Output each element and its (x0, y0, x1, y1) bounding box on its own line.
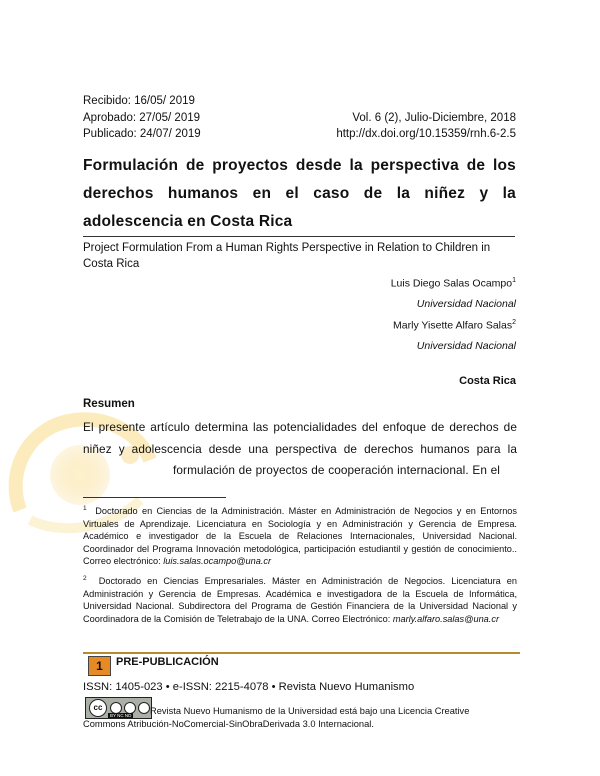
footnote-divider (83, 497, 226, 498)
cc-license-badge[interactable] (85, 697, 152, 719)
page-number: 1 (88, 656, 111, 676)
title-divider (83, 236, 515, 237)
license-line-2: Commons Atribución-NoComercial-SinObraDerivada 3.0 Internacional. (83, 719, 374, 729)
author-2-name: Marly Yisette Alfaro Salas (393, 319, 513, 332)
volume-info: Vol. 6 (2), Julio-Diciembre, 2018 (352, 112, 516, 124)
author-1-footnote-ref: 1 (512, 277, 516, 284)
footnote-1 (83, 503, 517, 568)
author-1 (391, 277, 516, 290)
abstract-heading: Resumen (83, 398, 135, 410)
abstract-line-2: niñez y adolescencia desde una perspectiva de derechos humanos para la (83, 442, 517, 456)
footnote-2 (83, 573, 517, 625)
abstract-line-1: El presente artículo determina las potencialidades del enfoque de derechos de (83, 420, 517, 434)
abstract-line-3: formulación de proyectos de cooperación internacional. En el (173, 463, 500, 477)
author-1-affiliation: Universidad Nacional (416, 298, 516, 310)
author-2-affiliation: Universidad Nacional (416, 340, 516, 352)
received-date: Recibido: 16/05/ 2019 (83, 95, 195, 107)
footnote-2-number: 2 (83, 575, 87, 582)
cc-by-label: BY NC ND (110, 713, 132, 718)
published-date: Publicado: 24/07/ 2019 (83, 128, 201, 140)
country-label: Costa Rica (459, 375, 516, 387)
footnote-1-email[interactable]: luis.salas.ocampo@una.cr (163, 556, 272, 567)
prepublication-label: PRE-PUBLICACIÓN (116, 656, 219, 668)
footnote-1-text: Doctorado en Ciencias de la Administración. Máster en Administración de Negocios y en Entornos Virtuales de Aprendizaje. Licenciatura en Sociología y en Administración y Gerencia de Empresa. Académico e investigador de la Escuela de Relaciones Internacionales, Universidad Nacional. Coordinador del Programa Innovación metodológica, participación estudiantil y gestión de conocimiento.. Correo electrónico: (83, 506, 518, 567)
footer-divider (83, 652, 520, 654)
english-title: Project Formulation From a Human Rights Perspective in Relation to Children in Costa Rica (83, 242, 491, 270)
issn-line: ISSN: 1405-023 • e-ISSN: 2215-4078 • Revista Nuevo Humanismo (83, 681, 415, 693)
doi-link[interactable]: http://dx.doi.org/10.15359/rnh.6-2.5 (336, 128, 516, 140)
license-line-1: Revista Nuevo Humanismo de la Universidad está bajo una Licencia Creative (150, 706, 470, 716)
nd-icon (138, 702, 150, 714)
footnote-1-number: 1 (83, 505, 87, 512)
article-title: Formulación de proyectos desde la perspectiva de los derechos humanos en el caso de la niñez y la adolescencia en Costa Rica (83, 157, 516, 230)
cc-icon: cc (89, 699, 107, 717)
footnote-2-text: Doctorado en Ciencias Empresariales. Máster en Administración de Negocios. Licenciatura en Administración y Gerencia de Empresas. Académica e investigadora de la Escuela de Informática, Universidad Nacional. Subdirectora del Programa de Gestión Financiera de la Universidad Nacional y Coordinadora de la Comisión de Teletrabajo de la UNA. Correo Electrónico: (83, 576, 518, 624)
author-1-name: Luis Diego Salas Ocampo (390, 277, 513, 290)
approved-date: Aprobado: 27/05/ 2019 (83, 112, 201, 124)
author-2 (393, 319, 516, 332)
footnote-2-email[interactable]: marly.alfaro.salas@una.cr (392, 613, 499, 624)
author-2-footnote-ref: 2 (512, 319, 516, 326)
